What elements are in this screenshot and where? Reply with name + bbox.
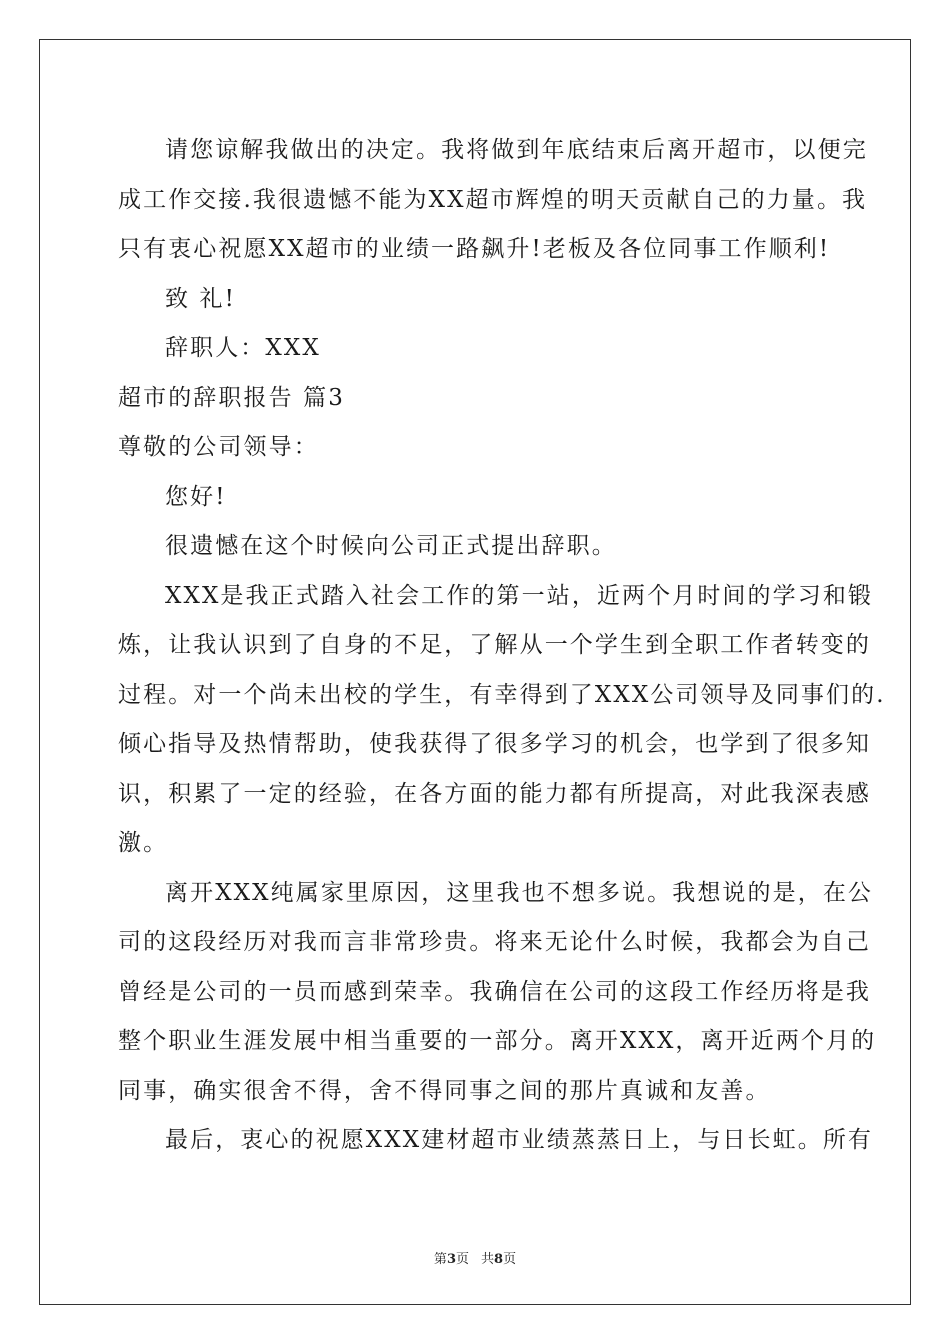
total-label-prefix: 共 <box>481 1252 495 1267</box>
paragraph-line: 您好! <box>165 483 227 510</box>
paragraph-line: 过程。对一个尚未出校的学生，有幸得到了XXX公司领导及同事们的. <box>118 681 886 708</box>
total-pages: 8 <box>494 1252 504 1267</box>
page-footer <box>0 1248 950 1267</box>
paragraph-line: 整个职业生涯发展中相当重要的一部分。离开XXX，离开近两个月的 <box>118 1028 877 1054</box>
paragraph-line: XXX是我正式踏入社会工作的第一站，近两个月时间的学习和锻 <box>165 582 874 609</box>
total-label-suffix: 页 <box>503 1252 517 1267</box>
paragraph-line: 同事，确实很舍不得，舍不得同事之间的那片真诚和友善。 <box>118 1077 771 1104</box>
page-number: 3 <box>446 1252 456 1267</box>
paragraph-line: 只有衷心祝愿XX超市的业绩一路飙升!老板及各位同事工作顺利! <box>118 236 831 262</box>
letter-greeting: 尊敬的公司领导： <box>118 434 319 460</box>
document-body <box>118 126 886 1166</box>
paragraph-line: 炼，让我认识到了自身的不足，了解从一个学生到全职工作者转变的 <box>118 632 871 658</box>
paragraph-line: 曾经是公司的一员而感到荣幸。我确信在公司的这段工作经历将是我 <box>118 978 871 1005</box>
closing-salutation: 致 礼! <box>165 285 236 312</box>
page-label-prefix: 第 <box>433 1252 447 1267</box>
paragraph-line: 最后，衷心的祝愿XXX建材超市业绩蒸蒸日上，与日长虹。所有 <box>165 1127 874 1153</box>
paragraph-line: 成工作交接.我很遗憾不能为XX超市辉煌的明天贡献自己的力量。我 <box>118 186 868 213</box>
paragraph-line: 请您谅解我做出的决定。我将做到年底结束后离开超市，以便完 <box>165 137 868 163</box>
paragraph-line: 识，积累了一定的经验，在各方面的能力都有所提高，对此我深表感 <box>118 780 871 807</box>
paragraph-line: 司的这段经历对我而言非常珍贵。将来无论什么时候，我都会为自己 <box>118 929 871 955</box>
paragraph-line: 倾心指导及热情帮助，使我获得了很多学习的机会，也学到了很多知 <box>118 731 871 757</box>
paragraph-line: 激。 <box>118 830 169 856</box>
paragraph-line: 很遗憾在这个时候向公司正式提出辞职。 <box>165 533 617 559</box>
section-title: 超市的辞职报告 篇3 <box>118 384 345 411</box>
signature-line: 辞职人：XXX <box>165 335 321 361</box>
paragraph-line: 离开XXX纯属家里原因，这里我也不想多说。我想说的是，在公 <box>165 879 874 906</box>
page-label-suffix: 页 <box>455 1252 469 1267</box>
